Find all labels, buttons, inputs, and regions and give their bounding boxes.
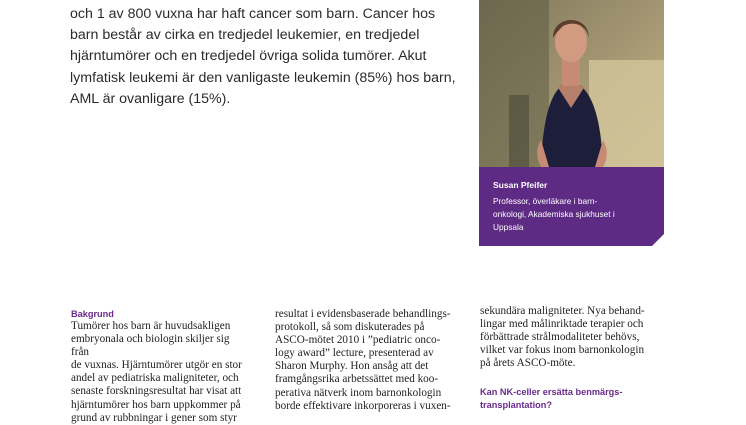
body-column-1 (71, 308, 249, 425)
intro-line: barn består av cirka en tredjedel leukemier, en tredjedel (70, 27, 420, 44)
body-line: resultat i evidensbaserade behandlings- (275, 308, 451, 320)
body-line: protokoll, så som diskuterades på (275, 321, 425, 334)
section-heading (480, 386, 658, 411)
intro-line: och 1 av 800 vuxna har haft cancer som barn. Cancer hos (70, 6, 436, 22)
intro-line: lymfatisk leukemi är den vanligaste leukemin (85%) hos barn, (70, 69, 456, 86)
intro-paragraph (70, 4, 460, 110)
section-heading: Bakgrund (71, 309, 114, 319)
intro-line: AML är ovanligare (15%). (70, 90, 231, 107)
body-line: Tumörer hos barn är huvudsakligen (71, 320, 231, 332)
body-line: framgångsrika arbetssättet med koo- (275, 373, 439, 386)
body-line: de vuxnas. Hjärntumörer utgör en stor (71, 359, 242, 372)
body-line: embryonala och biologin skiljer sig från (71, 333, 230, 359)
body-line: hjärntumörer hos barn uppkommer på (71, 398, 241, 411)
body-line: andel av pediatriska maligniteter, och (71, 372, 239, 385)
body-line: borde effektivare inkorporeras i vuxen- (275, 399, 451, 412)
body-line: på årets ASCO-möte. (480, 357, 576, 370)
body-column-2 (275, 308, 453, 413)
body-line: vilket var fokus inom barnonkologin (480, 344, 645, 357)
body-line: ASCO-mötet 2010 i ”pediatric onco- (275, 334, 441, 347)
profile-description-line: Professor, överläkare i barn- (493, 196, 598, 206)
body-line: logy award” lecture, presenterad av (275, 347, 434, 360)
body-line: senaste forskningsresultat har visat att (71, 385, 242, 398)
portrait-photo (479, 0, 664, 167)
body-line: förbättrade strålmodaliteter behövs, (480, 331, 640, 344)
profile-description-line: Uppsala (493, 222, 524, 232)
profile-caption (479, 167, 664, 246)
body-line: sekundära maligniteter. Nya behand- (480, 305, 645, 317)
body-line: Sharon Murphy. Hon ansåg att det (275, 360, 429, 373)
body-line: lingar med målinriktade terapier och (480, 318, 644, 331)
profile-description-line: onkologi, Akademiska sjukhuset i (493, 209, 615, 219)
body-line: grund av rubbningar i gener som styr (71, 411, 237, 424)
section-heading-line: transplantation? (480, 399, 552, 410)
profile-name: Susan Pfeifer (493, 180, 548, 190)
body-line: perativa nätverk inom barnonkologin (275, 386, 442, 399)
profile-description (493, 195, 653, 234)
body-column-3 (480, 305, 658, 411)
section-heading-line: Kan NK-celler ersätta benmärgs- (480, 387, 623, 398)
intro-line: hjärntumörer och en tredjedel övriga solida tumörer. Akut (70, 48, 427, 65)
